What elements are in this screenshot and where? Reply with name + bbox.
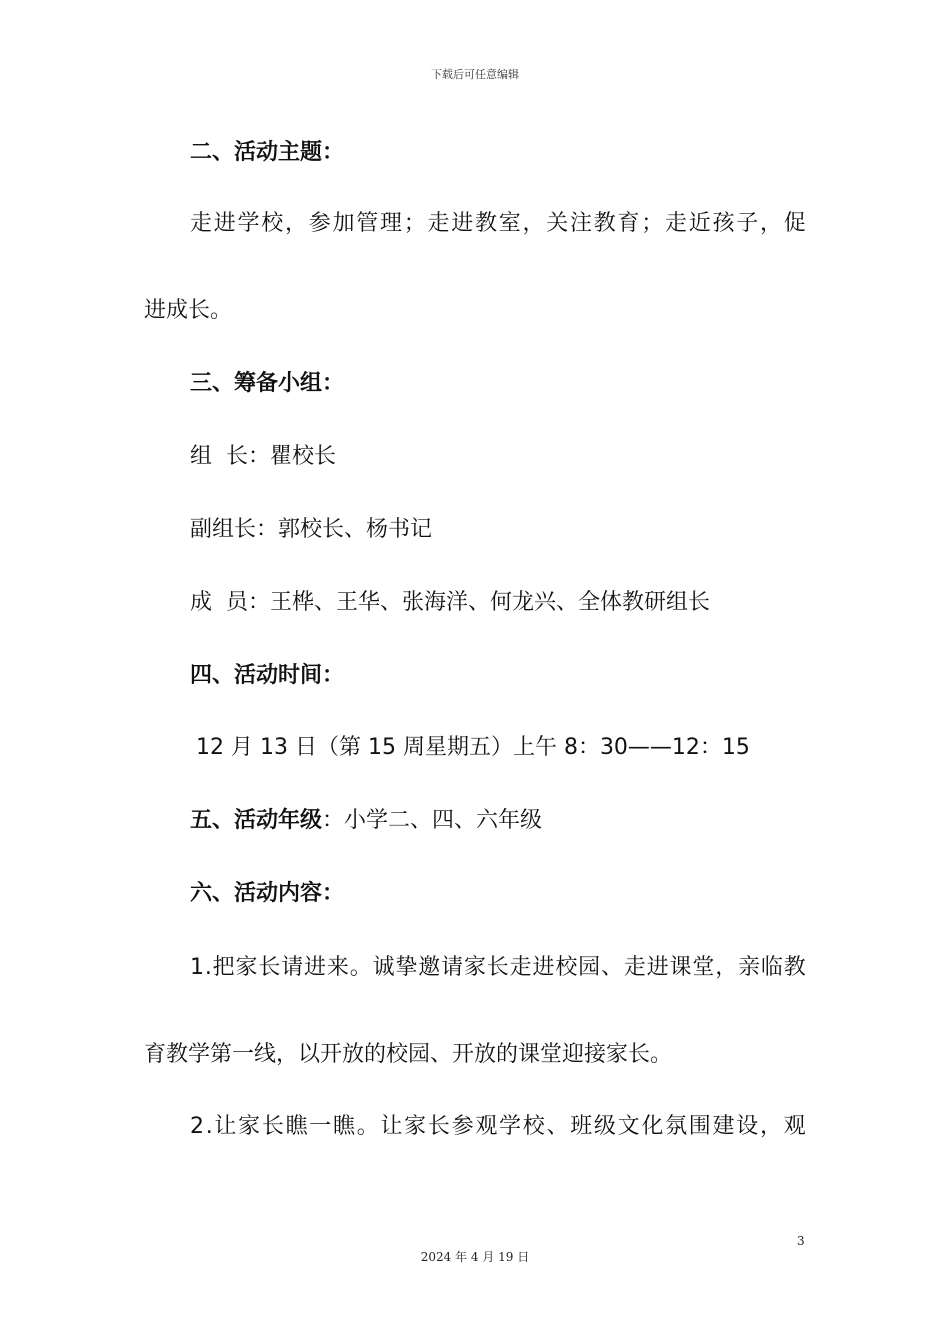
activity-time-line: 12 月 13 日（第 15 周星期五）上午 8：30——12：15 bbox=[196, 735, 750, 760]
theme-line-1: 走 进 学 校 ， 参 加 管 理 ； 走 进 教 室 ， 关 注 教 育 ； 走 近 孩 子 ， 促 bbox=[190, 211, 806, 236]
section-heading-time: 四、活动时间： bbox=[190, 663, 345, 688]
page-header: 下载后可任意编辑 bbox=[431, 68, 519, 81]
content-item-2-line-1: 2 . 让 家 长 瞧 一 瞧 。 让 家 长 参 观 学 校 、 班 级 文 化 氛 围 建 设 ， 观 bbox=[190, 1114, 806, 1139]
section-heading-grade: 五、活动年级 bbox=[190, 808, 323, 833]
page-number: 3 bbox=[797, 1234, 805, 1248]
theme-line-2: 进成长。 bbox=[144, 298, 233, 323]
content-item-1-line-2: 育教学第一线，以开放的校园、开放的课堂迎接家长。 bbox=[144, 1042, 673, 1067]
grade-line bbox=[190, 806, 542, 836]
group-deputy-line: 副组长：郭校长、杨书记 bbox=[190, 517, 433, 542]
section-heading-content: 六、活动内容： bbox=[190, 881, 345, 906]
group-leader-line: 组 长：瞿校长 bbox=[190, 444, 336, 469]
content-item-1-line-1: 1 . 把 家 长 请 进 来 。 诚 挚 邀 请 家 长 走 进 校 园 、 走 进 课 堂 ， 亲 临 教 bbox=[190, 955, 806, 980]
section-heading-theme: 二、活动主题： bbox=[190, 140, 345, 165]
section-heading-prep-group: 三、筹备小组： bbox=[190, 371, 345, 396]
group-members-line: 成 员：王桦、王华、张海洋、何龙兴、全体教研组长 bbox=[190, 590, 710, 615]
page-footer-date: 2024 年 4 月 19 日 bbox=[420, 1250, 530, 1264]
grade-value: ：小学二、四、六年级 bbox=[322, 808, 543, 833]
